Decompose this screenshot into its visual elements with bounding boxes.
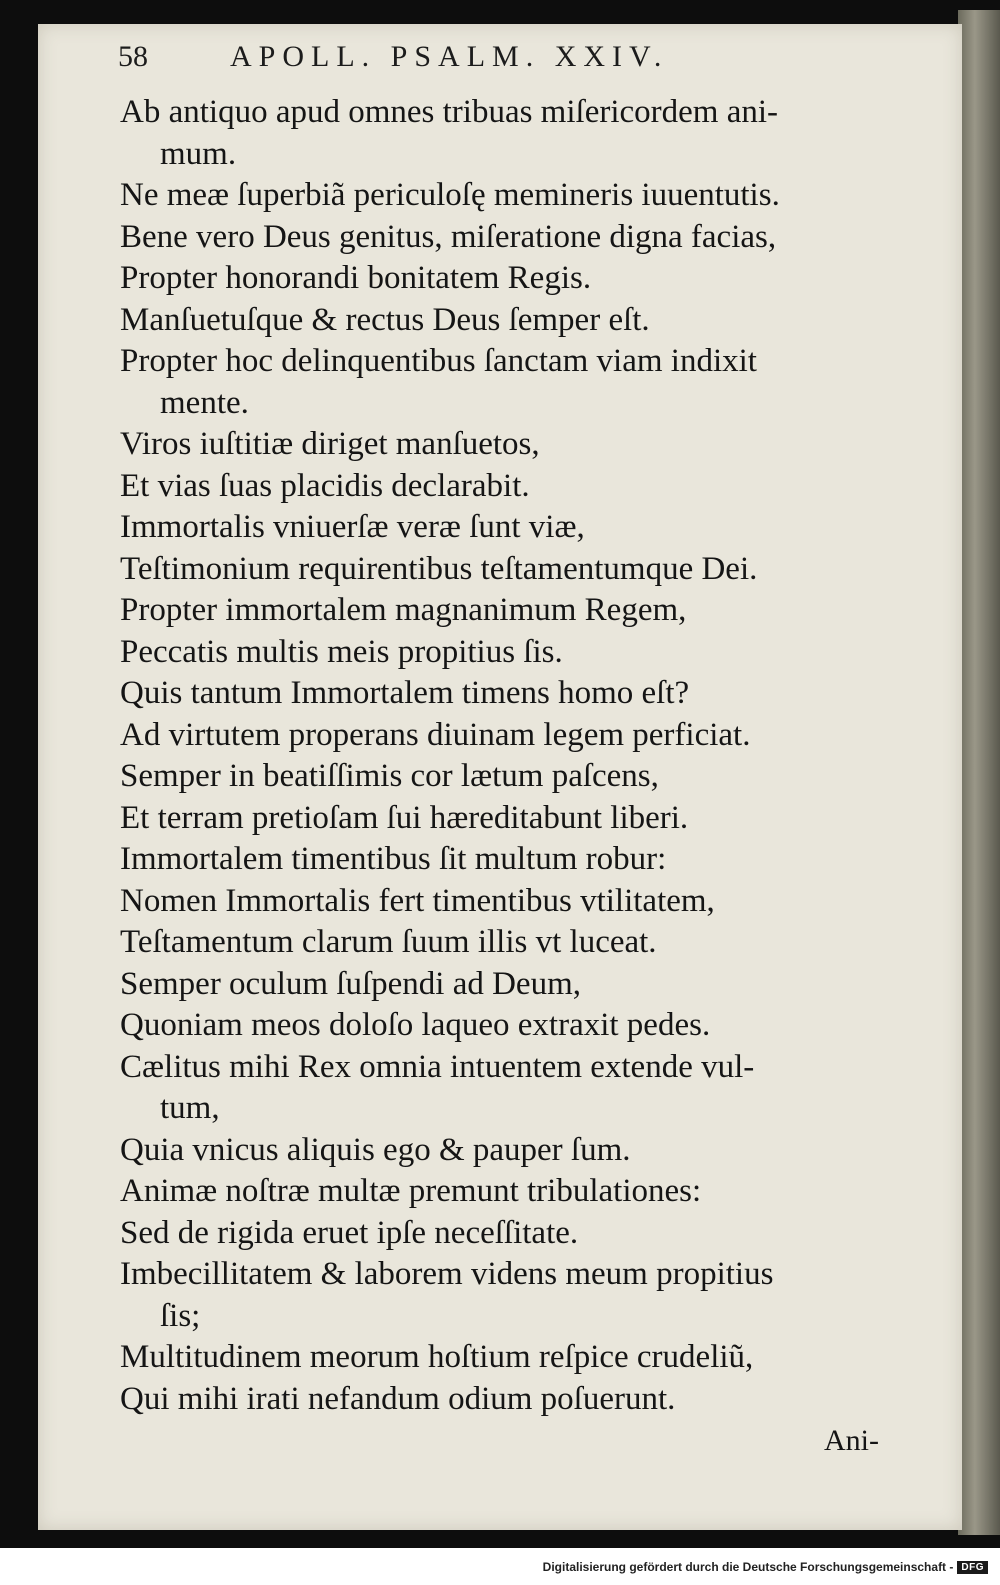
verse-line: Cælitus mihi Rex omnia intuentem extende vul- <box>120 1048 755 1085</box>
funding-note: Digitalisierung gefördert durch die Deutsche Forschungsgemeinschaft - <box>542 1560 954 1574</box>
verse-line: Et vias ſuas placidis declarabit. <box>120 467 530 504</box>
verse-continuation: mente. <box>160 384 249 421</box>
verse-line: Ab antiquo apud omnes tribuas miſericordem ani- <box>120 94 779 130</box>
verse-line: Imbecillitatem & laborem videns meum propitius <box>120 1256 774 1292</box>
verse-line: Qui mihi irati nefandum odium poſuerunt. <box>120 1380 676 1417</box>
verse-line: Propter hoc delinquentibus ſanctam viam indixit <box>120 343 757 379</box>
verse-continuation: tum, <box>160 1090 220 1126</box>
verse-line: Manſuetuſque & rectus Deus ſemper eſt. <box>120 301 650 338</box>
book-edge <box>958 10 1000 1535</box>
catchword: Ani- <box>824 1424 879 1457</box>
verse-line: Quoniam meos doloſo laqueo extraxit pedes. <box>120 1007 711 1043</box>
page-number: 58 <box>118 40 148 73</box>
running-title: APOLL. PSALM. XXIV. <box>230 40 669 73</box>
verse-line: Viros iuſtitiæ diriget manſuetos, <box>120 426 540 462</box>
verse-line: Immortalem timentibus ſit multum robur: <box>120 841 667 877</box>
psalm-text <box>120 92 920 1420</box>
verse-line: Ne meæ ſuperbiã periculoſę memineris iuuentutis. <box>120 177 780 213</box>
verse-line: Teſtimonium requirentibus teſtamentumque Dei. <box>120 550 758 587</box>
verse-line: Immortalis vniuerſæ veræ ſunt viæ, <box>120 509 585 545</box>
verse-line: Propter honorandi bonitatem Regis. <box>120 260 592 296</box>
verse-line: Multitudinem meorum hoſtium reſpice crudeliũ, <box>120 1339 754 1375</box>
verse-line: Semper oculum ſuſpendi ad Deum, <box>120 965 581 1002</box>
verse-line: Ad virtutem properans diuinam legem perficiat. <box>120 716 751 753</box>
verse-line: Quia vnicus aliquis ego & pauper ſum. <box>120 1131 631 1168</box>
verse-line: Peccatis multis meis propitius ſis. <box>120 633 563 670</box>
running-head <box>118 40 858 80</box>
verse-continuation: mum. <box>160 135 237 172</box>
dfg-logo: DFG <box>957 1561 988 1574</box>
verse-line: Propter immortalem magnanimum Regem, <box>120 592 687 628</box>
verse-line: Semper in beatiſſimis cor lætum paſcens, <box>120 758 659 794</box>
verse-line: Nomen Immortalis fert timentibus vtilitatem, <box>120 882 715 919</box>
verse-line: Bene vero Deus genitus, miſeratione digna facias, <box>120 218 777 255</box>
verse-line: Et terram pretioſam ſui hæreditabunt liberi. <box>120 799 689 836</box>
verse-line: Sed de rigida eruet ipſe neceſſitate. <box>120 1214 579 1251</box>
verse-line: Animæ noſtræ multæ premunt tribulationes: <box>120 1173 702 1209</box>
verse-line: Quis tantum Immortalem timens homo eſt? <box>120 675 690 711</box>
verse-continuation: ſis; <box>160 1297 201 1334</box>
digitization-footer <box>543 1555 988 1579</box>
verse-line: Teſtamentum clarum ſuum illis vt luceat. <box>120 924 657 960</box>
